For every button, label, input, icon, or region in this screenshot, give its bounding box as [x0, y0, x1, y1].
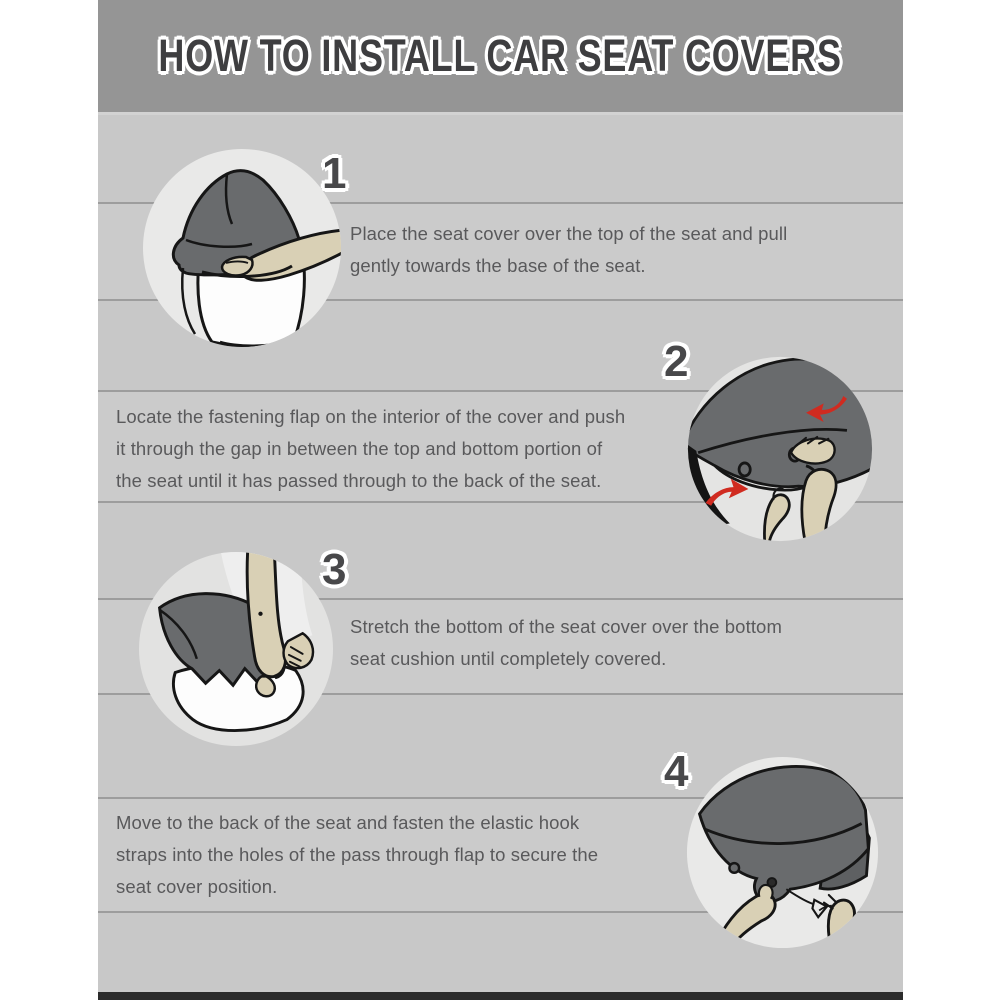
step-4-text-line: seat cover position. — [116, 876, 278, 897]
step-2-text — [116, 401, 625, 497]
step-3-text-line: Stretch the bottom of the seat cover over the bottom — [350, 616, 782, 637]
step-3-number: 3 — [322, 545, 347, 594]
step-3-illustration-stretch-bottom-icon — [138, 551, 334, 747]
step-2-illustration-push-flap-icon — [687, 356, 873, 542]
title-band — [98, 0, 903, 115]
step-2-text-line: Locate the fastening flap on the interior of the cover and push — [116, 406, 626, 427]
step-1-number: 1 — [322, 149, 347, 198]
step-4-number: 4 — [664, 747, 689, 796]
step-4-illustration-fasten-hooks-icon — [686, 756, 879, 949]
infographic-poster — [98, 0, 903, 1000]
step-4-text-line: straps into the holes of the pass through flap to secure the — [116, 844, 599, 865]
step-4-text — [116, 807, 598, 903]
step-3-text-line: seat cushion until completely covered. — [350, 648, 667, 669]
step-2-number: 2 — [664, 337, 689, 386]
step-2-text-line: the seat until it has passed through to the back of the seat. — [116, 470, 602, 491]
step-1-text — [350, 218, 787, 282]
step-1-text-line: gently towards the base of the seat. — [350, 255, 646, 276]
step-4-text-line: Move to the back of the seat and fasten the elastic hook — [116, 812, 580, 833]
step-3-text — [350, 611, 782, 675]
step-1-illustration-seat-cover-over-top-icon — [142, 148, 342, 348]
bottom-bar — [98, 992, 903, 1000]
poster-title: HOW TO INSTALL CAR SEAT COVERS — [158, 30, 843, 81]
step-1-text-line: Place the seat cover over the top of the seat and pull — [350, 223, 788, 244]
step-2-text-line: it through the gap in between the top and bottom portion of — [116, 438, 603, 459]
